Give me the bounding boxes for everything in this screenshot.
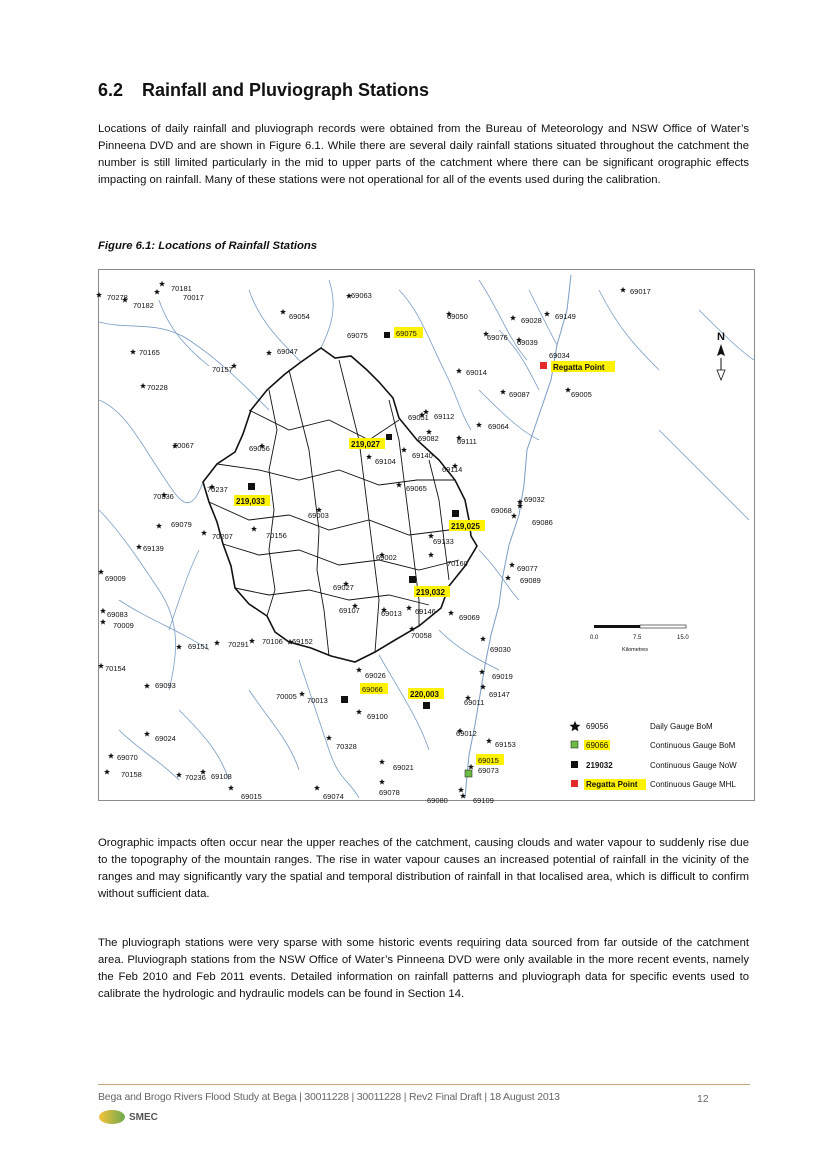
station-label: 69050 — [447, 312, 468, 321]
station-label: 70157 — [212, 365, 233, 374]
station-label: 69012 — [456, 729, 477, 738]
svg-text:219,027: 219,027 — [351, 440, 380, 449]
station-label: 69064 — [488, 422, 509, 431]
river-line — [169, 550, 199, 630]
daily-gauge-star-icon — [176, 644, 182, 650]
daily-gauge-star-icon — [251, 526, 257, 532]
station-label: 70336 — [153, 492, 174, 501]
station-label: 69024 — [155, 734, 176, 743]
footer-text: Bega and Brogo Rivers Flood Study at Bega | 30011228 | 30011228 | Rev2 Final Draft | 18 August 2013 — [98, 1091, 560, 1103]
svg-text:69075: 69075 — [396, 329, 417, 338]
subcatchment-line — [249, 410, 399, 440]
daily-gauge-star-icon — [356, 709, 362, 715]
svg-text:69075: 69075 — [347, 331, 368, 340]
daily-gauge-star-icon — [130, 349, 136, 355]
daily-gauge-star-icon — [154, 289, 160, 295]
station-label: 69011 — [464, 698, 485, 707]
subcatchment-line — [235, 588, 429, 605]
daily-gauge-star-icon — [326, 735, 332, 741]
daily-gauge-star-icon — [510, 315, 516, 321]
daily-gauge-star-icon — [136, 544, 142, 550]
river-line — [99, 322, 269, 410]
station-label: 70106 — [262, 637, 283, 646]
smec-logo — [99, 1110, 158, 1124]
daily-gauge-star-icon — [159, 281, 165, 287]
scale-bar — [590, 625, 689, 653]
svg-text:Continuous Gauge NoW: Continuous Gauge NoW — [650, 761, 737, 770]
section-number: 6.2 — [98, 80, 124, 100]
figure-caption: Figure 6.1: Locations of Rainfall Stations — [98, 240, 318, 252]
daily-gauge-star-icon — [314, 785, 320, 791]
river-line — [399, 290, 471, 430]
daily-gauge-star-icon — [620, 287, 626, 293]
station-label: 69133 — [433, 537, 454, 546]
daily-gauge-star-icon — [96, 292, 102, 298]
rainfall-stations-map — [98, 269, 755, 805]
station-label: 70156 — [266, 531, 287, 540]
station-label: 69080 — [427, 796, 448, 805]
daily-gauge-star-icon — [228, 785, 234, 791]
station-label: 69104 — [375, 457, 396, 466]
daily-gauge-star-icon — [366, 454, 372, 460]
daily-gauge-star-icon — [201, 530, 207, 536]
svg-text:N: N — [717, 331, 725, 343]
station-label: 69140 — [412, 451, 433, 460]
daily-gauge-star-icon — [100, 608, 106, 614]
station-label: 69019 — [492, 672, 513, 681]
station-label: 69070 — [117, 753, 138, 762]
section-heading — [98, 80, 429, 101]
station-label: 69082 — [418, 434, 439, 443]
station-label: 69039 — [517, 338, 538, 347]
river-line — [99, 400, 203, 503]
daily-gauge-star-icon — [214, 640, 220, 646]
river-line — [179, 710, 229, 780]
north-arrow — [717, 331, 725, 380]
svg-text:69056: 69056 — [586, 722, 609, 731]
now-gauge-219027 — [349, 434, 392, 449]
station-label: 70181 — [171, 284, 192, 293]
station-label: 69026 — [365, 671, 386, 680]
daily-gauge-star-icon — [456, 368, 462, 374]
station-label: 69002 — [376, 553, 397, 562]
daily-gauge-star-icon — [140, 383, 146, 389]
subcatchment-line — [223, 544, 459, 570]
station-label: 70228 — [147, 383, 168, 392]
daily-gauge-star-icon — [379, 779, 385, 785]
station-label: 70236 — [185, 773, 206, 782]
river-line — [379, 655, 429, 750]
daily-gauge-star-icon — [299, 691, 305, 697]
subcatchment-line — [209, 502, 449, 535]
station-label: 69027 — [333, 583, 354, 592]
daily-gauge-star-icon — [249, 638, 255, 644]
station-label: 69003 — [308, 511, 329, 520]
daily-gauge-star-icon — [509, 562, 515, 568]
station-label: 69069 — [459, 613, 480, 622]
station-label: 69021 — [393, 763, 414, 772]
svg-text:69066: 69066 — [586, 741, 609, 750]
daily-gauge-star-icon — [104, 769, 110, 775]
station-label: 69077 — [517, 564, 538, 573]
station-label: 69005 — [571, 390, 592, 399]
svg-text:Regatta Point: Regatta Point — [553, 363, 605, 372]
station-label: 70154 — [105, 664, 126, 673]
station-label: 69108 — [211, 772, 232, 781]
page-number: 12 — [697, 1093, 709, 1105]
now-gauge-219033 — [234, 483, 270, 506]
station-69066-daily: 70013 — [307, 696, 328, 705]
legend-daily-gauge — [570, 721, 714, 731]
legend-now-continuous — [571, 761, 737, 770]
svg-text:219032: 219032 — [586, 761, 613, 770]
station-label: 69114 — [442, 465, 463, 474]
station-label: 69089 — [520, 576, 541, 585]
svg-text:15.0: 15.0 — [677, 635, 689, 641]
station-label: 70067 — [173, 441, 194, 450]
bom-gauge-69066 — [307, 683, 388, 705]
river-line — [479, 550, 519, 600]
station-label: 70207 — [212, 532, 233, 541]
station-label: 69086 — [532, 518, 553, 527]
section-title: Rainfall and Pluviograph Stations — [142, 80, 430, 100]
daily-gauge-star-icon — [266, 350, 272, 356]
station-label: 69074 — [323, 792, 344, 801]
svg-text:69066: 69066 — [362, 685, 383, 694]
river-line — [99, 510, 176, 690]
station-label: 70005 — [276, 692, 297, 701]
station-label: 70009 — [113, 621, 134, 630]
station-label: 69047 — [277, 347, 298, 356]
daily-gauge-markers — [96, 281, 626, 799]
station-label: 69068 — [491, 506, 512, 515]
river-line — [699, 310, 754, 360]
daily-gauge-star-icon — [401, 447, 407, 453]
smec-logo-icon — [99, 1110, 125, 1124]
svg-text:220,003: 220,003 — [410, 690, 439, 699]
station-label: 69078 — [379, 788, 400, 797]
station-label: 69147 — [489, 690, 510, 699]
svg-text:219,032: 219,032 — [416, 588, 445, 597]
pluviograph-paragraph: The pluviograph stations were very sparse with some historic events requiring data sourced from far outside of the catchment area. Pluviograph stations from the NSW Office of Water’s Pinneena DVD were only available in the more recent events, namely the Feb 2010 and Feb 2011 events. Detailed information on rainfall patterns and pluviograph data for specific events used to calibrate the hydrologic and hydraulic models can be found in Section 14. — [98, 937, 749, 1000]
svg-text:Continuous Gauge MHL: Continuous Gauge MHL — [650, 780, 736, 789]
station-label: 70182 — [133, 301, 154, 310]
station-label: 70058 — [411, 631, 432, 640]
svg-text:Daily Gauge BoM: Daily Gauge BoM — [650, 722, 713, 731]
station-label: 69030 — [490, 645, 511, 654]
daily-gauge-star-icon — [480, 636, 486, 642]
station-label: 69149 — [555, 312, 576, 321]
river-line — [479, 280, 527, 360]
station-label: 69087 — [509, 390, 530, 399]
svg-text:0.0: 0.0 — [590, 635, 599, 641]
daily-gauge-star-icon — [100, 619, 106, 625]
station-label: 69093 — [155, 681, 176, 690]
river-line — [659, 430, 749, 520]
station-label: 69079 — [171, 520, 192, 529]
station-label: 70278 — [107, 293, 128, 302]
daily-gauge-star-icon — [98, 663, 104, 669]
daily-gauge-star-icon — [144, 683, 150, 689]
daily-gauge-star-icon — [98, 569, 104, 575]
river-line — [321, 280, 333, 348]
station-label: 69152 — [292, 637, 313, 646]
svg-text:Kilometres: Kilometres — [622, 647, 648, 653]
station-label: 69028 — [521, 316, 542, 325]
footer-rule — [98, 1084, 750, 1085]
daily-gauge-star-icon — [448, 610, 454, 616]
station-label: 69009 — [105, 574, 126, 583]
station-label: 69151 — [188, 642, 209, 651]
svg-text:69015: 69015 — [478, 756, 499, 765]
daily-gauge-star-icon — [458, 787, 464, 793]
station-label: 69015 — [241, 792, 262, 801]
station-label: 69100 — [367, 712, 388, 721]
mhl-gauge-regatta-point — [540, 351, 615, 372]
station-label: 69153 — [495, 740, 516, 749]
river-line — [599, 290, 659, 370]
subcatchment-line — [217, 464, 455, 485]
river-line — [159, 300, 209, 366]
smec-logo-text: SMEC — [129, 1111, 158, 1123]
station-label: 70165 — [139, 348, 160, 357]
now-gauge-220003 — [408, 688, 444, 709]
station-label: 70237 — [207, 485, 228, 494]
station-label: 70017 — [183, 293, 204, 302]
daily-gauge-star-icon — [428, 552, 434, 558]
station-label: 69014 — [466, 368, 487, 377]
svg-text:Continuous Gauge BoM: Continuous Gauge BoM — [650, 741, 736, 750]
station-label: 69054 — [289, 312, 310, 321]
svg-text:219,033: 219,033 — [236, 497, 265, 506]
svg-text:69034: 69034 — [549, 351, 570, 360]
daily-gauge-star-icon — [500, 389, 506, 395]
daily-gauge-star-icon — [468, 764, 474, 770]
daily-gauge-star-icon — [280, 309, 286, 315]
daily-gauge-star-icon — [379, 759, 385, 765]
daily-gauge-star-icon — [406, 605, 412, 611]
station-label: 69013 — [381, 609, 402, 618]
station-label: 70158 — [121, 770, 142, 779]
station-label: 70328 — [336, 742, 357, 751]
station-label: 70160 — [447, 559, 468, 568]
svg-text:Regatta Point: Regatta Point — [586, 780, 638, 789]
map-legend — [570, 721, 738, 790]
station-label: 69076 — [487, 333, 508, 342]
legend-mhl-continuous — [571, 779, 736, 790]
station-label: 69112 — [434, 412, 455, 421]
daily-gauge-star-icon — [511, 513, 517, 519]
station-label: 69065 — [406, 484, 427, 493]
svg-text:219,025: 219,025 — [451, 522, 480, 531]
now-gauge-219032 — [409, 576, 450, 597]
daily-gauge-star-icon — [476, 422, 482, 428]
station-label: 69051 — [408, 413, 429, 422]
station-label: 69017 — [630, 287, 651, 296]
subcatchment-line — [429, 460, 449, 580]
station-label: 69032 — [524, 495, 545, 504]
daily-gauge-star-icon — [486, 738, 492, 744]
station-label: 69073 — [478, 766, 499, 775]
daily-gauge-star-icon — [356, 667, 362, 673]
station-label: 69107 — [339, 606, 360, 615]
daily-gauge-star-icon — [544, 311, 550, 317]
station-label: 70291 — [228, 640, 249, 649]
station-label: 69083 — [107, 610, 128, 619]
river-line — [299, 660, 359, 798]
station-label: 69109 — [473, 796, 494, 805]
legend-bom-continuous — [571, 740, 736, 750]
bom-gauge-69075 — [347, 327, 423, 340]
station-label: 69146 — [415, 607, 436, 616]
station-label: 69111 — [457, 437, 477, 446]
station-label: 69063 — [351, 291, 372, 300]
river-line — [249, 690, 299, 770]
daily-gauge-star-icon — [176, 772, 182, 778]
daily-gauge-star-icon — [108, 753, 114, 759]
daily-gauge-star-icon — [505, 575, 511, 581]
orographic-paragraph: Orographic impacts often occur near the upper reaches of the catchment, causing clouds and water vapour to suddenly rise due to the topography of the mountain ranges. The rise in water vapour causes an increased potential of rainfall in the vicinity of the ranges and may significantly vary the spatial and temporal distribution of rainfall in that localised area, which is difficult to confirm without sufficient data. — [98, 837, 749, 900]
station-label: 69139 — [143, 544, 164, 553]
daily-gauge-star-icon — [144, 731, 150, 737]
station-label: 69056 — [249, 444, 270, 453]
river-network — [99, 280, 754, 798]
intro-paragraph: Locations of daily rainfall and pluviograph records were obtained from the Bureau of Meteorology and NSW Office of Water’s Pinneena DVD and are shown in Figure 6.1. While there are several daily rainfall stations situated throughout the catchment the number is still limited particularly in the mid to upper parts of the catchment where there can be significant orographic effects impacting on rainfall. Many of these stations were not operational for all of the events used during the calibration. — [98, 123, 749, 186]
svg-text:7.5: 7.5 — [633, 635, 642, 641]
daily-gauge-star-icon — [156, 523, 162, 529]
